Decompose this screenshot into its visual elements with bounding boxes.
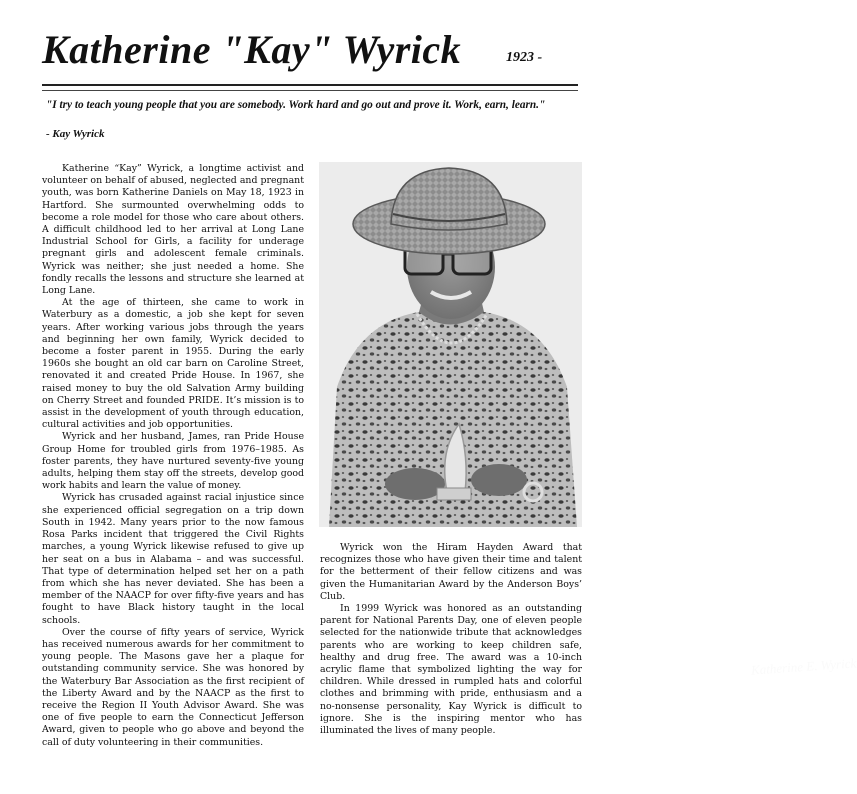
life-years: 1923 -: [506, 50, 543, 65]
header-rule-thin: [42, 90, 578, 91]
page-title: Katherine "Kay" Wyrick: [42, 27, 462, 72]
paragraph: Wyrick won the Hiram Hayden Award that recognizes those who have given their time and talent for the betterment of their fellow citizens and was given the Humanitarian Award by the Anderson Boys’ Club.: [320, 542, 582, 602]
paragraph: Wyrick and her husband, James, ran Pride House Group Home for troubled girls from 1976–1985. As foster parents, they have nurtured seventy-five young adults, helping them stay off the streets, develop good work habits and learn the value of money.: [42, 431, 304, 492]
paragraph: Wyrick has crusaded against racial injustice since she experienced official segregation on a trip down South in 1942. Many years prior to the now famous Rosa Parks incident that triggered the Civil Rights marches, a young Wyrick likewise refused to give up her seat on a bus in Alabama – and was successful. That type of determination helped set her on a path from which she has never deviated. She has been a member of the NAACP for over fifty-five years and has fought to have Black history taught in the local schools.: [42, 492, 304, 626]
header-rule-thick: [42, 84, 578, 86]
paragraph: Over the course of fifty years of service, Wyrick has received numerous awards for her commitment to young people. The Masons gave her a plaque for outstanding community service. She was honored by the Waterbury Bar Association as the first recipient of the Liberty Award and by the NAACP as the first to receive the Region II Youth Advisor Award. She was one of five people to earn the Connecticut Jefferson Award, given to people who go above and beyond the call of duty volunteering in their communities.: [42, 626, 304, 748]
paragraph: At the age of thirteen, she came to work in Waterbury as a domestic, a job she kept for seven years. After working various jobs through the years and beginning her own family, Wyrick decided to become a foster parent in 1955. During the early 1960s she bought an old car barn on Caroline Street, renovated it and created Pride House. In 1967, she raised money to buy the old Salvation Army building on Cherry Street and founded PRIDE. It’s mission is to assist in the development of youth through education, cultural activities and job opportunities.: [42, 297, 304, 431]
paragraph: Katherine “Kay” Wyrick, a longtime activist and volunteer on behalf of abused, neglected and pregnant youth, was born Katherine Daniels on May 18, 1923 in Hartford. She surmounted overwhelming odds to become a role model for those who care about others. A difficult childhood led to her arrival at Long Lane Industrial School for Girls, a facility for underage pregnant girls and adolescent female criminals. Wyrick was neither; she just needed a home. She fondly recalls the lessons and structure she learned at Long Lane.: [42, 163, 304, 297]
portrait-illustration: [319, 162, 582, 527]
right-column: [320, 542, 582, 737]
paragraph: In 1999 Wyrick was honored as an outstanding parent for National Parents Day, one of eleven people selected for the nationwide tribute that acknowledges parents who are working to keep children safe, healthy and drug free. The award was a 10-inch acrylic flame that symbolized lighting the way for children. While dressed in rumpled hats and colorful clothes and brimming with pride, enthusiasm and a no-nonsense personality, Kay Wyrick is difficult to ignore. She is the inspiring mentor who has illuminated the lives of many people.: [320, 603, 582, 737]
portrait-signature: Katherine E. Wyrick: [750, 655, 857, 678]
quote-attribution: - Kay Wyrick: [46, 128, 105, 140]
pull-quote: "I try to teach young people that you are somebody. Work hard and go out and prove it. Work, earn, learn.": [46, 99, 546, 111]
left-column: [42, 163, 304, 749]
